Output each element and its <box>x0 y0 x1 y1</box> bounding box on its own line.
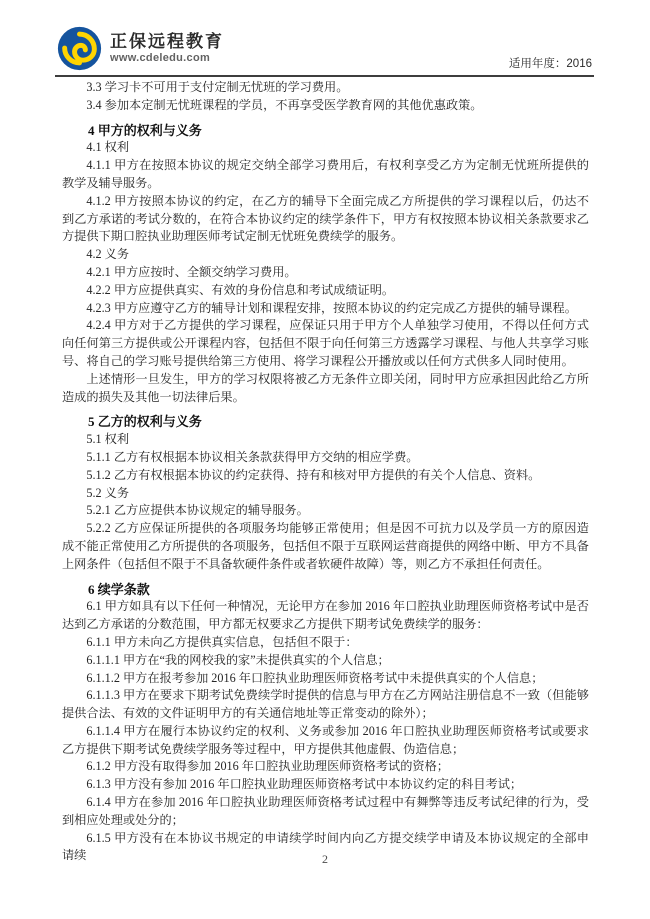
contract-paragraph: 4.2 义务 <box>86 247 130 262</box>
page-number: 2 <box>322 852 328 866</box>
contract-paragraph: 4.2.1 甲方应按时、全额交纳学习费用。 <box>86 264 297 279</box>
section-heading: 6 续学条款 <box>88 581 150 597</box>
contract-paragraph: 6.1.1.4 甲方在履行本协议约定的权利、义务或参加 2016 年口腔执业助理医师资格考试或要求乙方提供下期考试免费续学服务等过程中，甲方提供其他虚假、伪造信息； <box>62 723 589 756</box>
brand-name: 正保远程教育 <box>110 32 224 51</box>
contract-paragraph: 6.1.2 甲方没有取得参加 2016 年口腔执业助理医师资格考试的资格； <box>86 759 449 774</box>
swirl-logo-icon <box>57 26 102 71</box>
contract-paragraph: 4.2.3 甲方应遵守乙方的辅导计划和课程安排，按照本协议的约定完成乙方提供的辅导课程。 <box>86 300 577 315</box>
contract-paragraph: 6.1.1.3 甲方在要求下期考试免费续学时提供的信息与甲方在乙方网站注册信息不一致（但能够提供合法、有效的文件证明甲方的有关通信地址等正常变动的除外）； <box>62 688 589 721</box>
contract-paragraph: 5.2.1 乙方应提供本协议规定的辅导服务。 <box>86 503 309 518</box>
brand-text-block <box>110 32 224 65</box>
contract-paragraph: 5.2.2 乙方应保证所提供的各项服务均能够正常使用；但是因不可抗力以及学员一方的原因造成不能正常使用乙方所提供的各项服务，包括但不限于互联网运营商提供的网络中断、甲方不具备上网条件（包括但不限于不具备软硬件条件或者软硬件故障）等，则乙方不承担任何责任。 <box>62 521 589 571</box>
contract-paragraph: 4.2.4 甲方对于乙方提供的学习课程，应保证只用于甲方个人单独学习使用，不得以任何方式向任何第三方提供或公开课程内容，包括但不限于向任何第三方透露学习课程、与他人共享学习账号、将自己的学习账号提供给第三方使用、将学习课程公开播放或以任何方式供多人同时使用。 <box>62 318 589 368</box>
contract-paragraph: 6.1.4 甲方在参加 2016 年口腔执业助理医师资格考试过程中有舞弊等违反考试纪律的行为，受到相应处理或处分的； <box>62 795 589 827</box>
contract-paragraph: 4.2.2 甲方应提供真实、有效的身份信息和考试成绩证明。 <box>86 282 395 297</box>
section-heading: 5 乙方的权利与义务 <box>88 414 202 430</box>
contract-paragraph: 6.1.1.1 甲方在“我的网校我的家”未提供真实的个人信息； <box>86 652 390 667</box>
header-divider <box>55 75 594 77</box>
contract-paragraph: 4.1 权利 <box>86 140 130 155</box>
contract-paragraph: 6.1.1.2 甲方在报考参加 2016 年口腔执业助理医师资格考试中未提供真实的个人信息； <box>86 670 544 685</box>
contract-paragraph: 6.1.1 甲方未向乙方提供真实信息，包括但不限于： <box>86 634 358 649</box>
brand-logo <box>57 26 224 71</box>
contract-paragraph: 5.1.1 乙方有权根据本协议相关条款获得甲方交纳的相应学费。 <box>86 449 419 464</box>
contract-paragraph: 5.1 权利 <box>86 432 130 447</box>
contract-paragraph: 3.4 参加本定制无忧班课程的学员，不再享受医学教育网的其他优惠政策。 <box>86 97 483 112</box>
contract-paragraph: 5.2 义务 <box>86 485 130 500</box>
contract-paragraph: 4.1.1 甲方在按照本协议的规定交纳全部学习费用后，有权利享受乙方为定制无忧班所提供的教学及辅导服务。 <box>62 158 589 190</box>
contract-paragraph: 4.1.2 甲方按照本协议的约定，在乙方的辅导下全面完成乙方所提供的学习课程以后，仍达不到乙方承诺的考试分数的，在符合本协议约定的续学条件下，甲方有权按照本协议相关条款要求乙方提供下期口腔执业助理医师考试定制无忧班免费续学的服务。 <box>62 193 589 244</box>
contract-body <box>62 79 589 865</box>
brand-website: www.cdeledu.com <box>110 52 211 64</box>
contract-paragraph: 6.1.3 甲方没有参加 2016 年口腔执业助理医师资格考试中本协议约定的科目考试； <box>86 777 523 792</box>
year-label: 适用年度：2016 <box>508 58 592 70</box>
contract-paragraph: 上述情形一旦发生，甲方的学习权限将被乙方无条件立即关闭，同时甲方应承担因此给乙方所造成的损失及其他一切法律后果。 <box>62 371 589 404</box>
contract-paragraph: 3.3 学习卡不可用于支付定制无忧班的学习费用。 <box>86 80 349 94</box>
contract-paragraph: 6.1 甲方如具有以下任何一种情况，无论甲方在参加 2016 年口腔执业助理医师资格考试中是否达到乙方承诺的分数范围，甲方都无权要求乙方提供下期考试免费续学的服务： <box>62 599 589 632</box>
contract-paragraph: 5.1.2 乙方有权根据本协议的约定获得、持有和核对甲方提供的有关个人信息、资料。 <box>86 467 541 482</box>
section-heading: 4 甲方的权利与义务 <box>88 122 202 138</box>
contract-paragraph: 6.1.5 甲方没有在本协议书规定的申请续学时间内向乙方提交续学申请及本协议规定的全部申请续 <box>62 830 589 863</box>
